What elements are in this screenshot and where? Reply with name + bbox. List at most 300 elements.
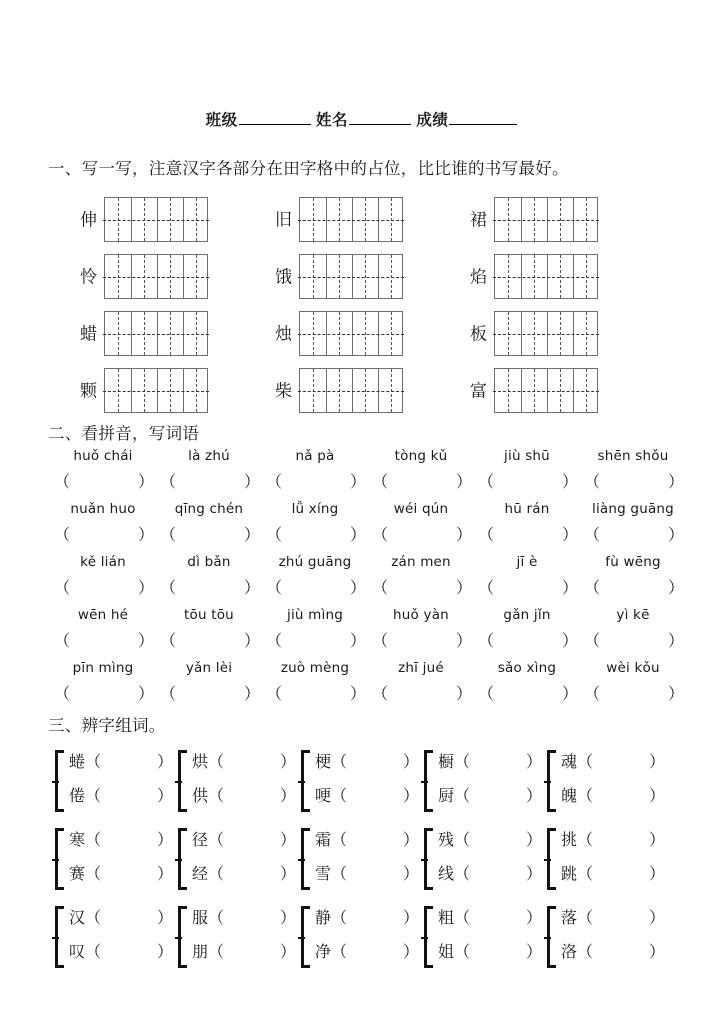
paren-open: （ <box>208 866 225 883</box>
character-glyph: 净 <box>315 944 332 961</box>
paren-open: （ <box>577 832 594 849</box>
paren-open: （ <box>454 910 471 927</box>
paren-open: （ <box>85 788 102 805</box>
paren-close: ） <box>561 633 578 650</box>
paren-close: ） <box>156 788 173 805</box>
paren-close: ） <box>648 910 665 927</box>
pair-bracket <box>55 906 64 968</box>
character-pair-group <box>301 748 427 816</box>
paren-open: （ <box>478 474 495 491</box>
answer-blank[interactable] <box>262 628 368 651</box>
answer-blank[interactable] <box>262 469 368 492</box>
answer-blank[interactable] <box>50 628 156 651</box>
paren-open: （ <box>372 633 389 650</box>
paren-close: ） <box>667 633 684 650</box>
paren-close: ） <box>279 832 296 849</box>
pair-bracket <box>178 828 187 890</box>
character-pair-group <box>178 826 304 894</box>
paren-close: ） <box>455 686 472 703</box>
paren-close: ） <box>402 866 419 883</box>
character-glyph: 雪 <box>315 866 332 883</box>
paren-close: ） <box>156 866 173 883</box>
paren-open: （ <box>478 633 495 650</box>
character-entry <box>438 904 550 934</box>
pinyin-text: tōu tōu <box>184 607 234 623</box>
character-entry <box>192 938 304 968</box>
paren-close: ） <box>525 754 542 771</box>
paren-close: ） <box>561 686 578 703</box>
paren-close: ） <box>667 474 684 491</box>
answer-blank[interactable] <box>50 575 156 598</box>
paren-close: ） <box>561 474 578 491</box>
character-entry <box>69 938 181 968</box>
paren-open: （ <box>577 788 594 805</box>
character-glyph: 倦 <box>69 788 86 805</box>
paren-open: （ <box>266 474 283 491</box>
answer-blank[interactable] <box>580 522 686 545</box>
paren-open: （ <box>208 754 225 771</box>
character-entry <box>192 860 304 890</box>
paren-open: （ <box>584 474 601 491</box>
pinyin-row <box>50 448 690 468</box>
tianzige-grid[interactable] <box>494 197 598 242</box>
paren-close: ） <box>648 754 665 771</box>
character-entry <box>561 904 673 934</box>
paren-close: ） <box>156 754 173 771</box>
pair-bracket <box>424 828 433 890</box>
answer-blank[interactable] <box>156 469 262 492</box>
pinyin-row <box>50 554 690 574</box>
pinyin-row <box>50 501 690 521</box>
pinyin-text: nǎ pà <box>295 448 335 464</box>
grid-horizontal-guide <box>493 334 599 335</box>
answer-blank[interactable] <box>50 469 156 492</box>
writing-grid-character: 颗 <box>80 381 97 401</box>
bracket-tick <box>421 937 428 939</box>
score-blank[interactable] <box>449 110 517 125</box>
paren-close: ） <box>349 633 366 650</box>
character-glyph: 汉 <box>69 910 86 927</box>
paren-close: ） <box>137 580 154 597</box>
character-pair-group <box>178 904 304 972</box>
answer-blank[interactable] <box>262 575 368 598</box>
writing-grid-character: 裙 <box>470 210 487 230</box>
paren-open: （ <box>454 788 471 805</box>
grid-horizontal-guide <box>298 220 404 221</box>
paren-close: ） <box>667 686 684 703</box>
paren-open: （ <box>160 474 177 491</box>
pinyin-text: yǎn lèi <box>185 660 233 676</box>
pinyin-text: jiù mìng <box>287 607 343 623</box>
paren-open: （ <box>54 527 71 544</box>
pinyin-text: shēn shǒu <box>597 448 669 464</box>
character-pair-group <box>301 826 427 894</box>
paren-close: ） <box>243 580 260 597</box>
tianzige-grid[interactable] <box>494 311 598 356</box>
answer-blank[interactable] <box>156 575 262 598</box>
character-entry <box>438 938 550 968</box>
pinyin-text: wéi qún <box>393 501 449 517</box>
answer-blank[interactable] <box>580 575 686 598</box>
name-blank[interactable] <box>349 110 411 125</box>
character-glyph: 魂 <box>561 754 578 771</box>
paren-open: （ <box>478 686 495 703</box>
grid-horizontal-guide <box>298 391 404 392</box>
pinyin-text: qīng chén <box>174 501 244 517</box>
character-entry <box>438 782 550 812</box>
paren-close: ） <box>455 474 472 491</box>
pair-bracket <box>301 828 310 890</box>
paren-open: （ <box>577 944 594 961</box>
tianzige-grid[interactable] <box>494 254 598 299</box>
character-entry <box>315 860 427 890</box>
writing-grid-character: 旧 <box>275 210 292 230</box>
pinyin-row <box>50 607 690 627</box>
pinyin-text: tòng kǔ <box>394 448 448 464</box>
answer-blank[interactable] <box>474 575 580 598</box>
grid-horizontal-guide <box>493 391 599 392</box>
character-entry <box>192 904 304 934</box>
paren-close: ） <box>349 580 366 597</box>
character-pair-group <box>55 748 181 816</box>
pair-bracket <box>178 750 187 812</box>
pinyin-text: wèi kǒu <box>606 660 660 676</box>
paren-open: （ <box>266 633 283 650</box>
character-entry <box>315 748 427 778</box>
paren-close: ） <box>455 633 472 650</box>
section-2-heading: 二、看拼音，写词语 <box>48 424 200 443</box>
pinyin-text: pīn mìng <box>72 660 134 676</box>
answer-blank[interactable] <box>262 681 368 704</box>
paren-close: ） <box>455 527 472 544</box>
answer-blank[interactable] <box>474 522 580 545</box>
answer-blank[interactable] <box>474 681 580 704</box>
character-entry <box>561 826 673 856</box>
grid-horizontal-guide <box>103 391 209 392</box>
paren-close: ） <box>137 686 154 703</box>
answer-blank[interactable] <box>580 628 686 651</box>
pair-bracket <box>547 906 556 968</box>
paren-open: （ <box>85 866 102 883</box>
pinyin-text: jiù shū <box>504 448 550 464</box>
pair-bracket <box>547 750 556 812</box>
paren-open: （ <box>54 580 71 597</box>
paren-open: （ <box>54 474 71 491</box>
character-glyph: 粗 <box>438 910 455 927</box>
tianzige-grid[interactable] <box>299 254 403 299</box>
bracket-tick <box>298 781 305 783</box>
grid-horizontal-guide <box>493 277 599 278</box>
character-pair-group <box>547 904 673 972</box>
paren-close: ） <box>667 580 684 597</box>
writing-grid-character: 富 <box>470 381 487 401</box>
character-glyph: 跳 <box>561 866 578 883</box>
bracket-tick <box>298 859 305 861</box>
character-entry <box>438 748 550 778</box>
writing-grid-character: 烛 <box>275 324 292 344</box>
bracket-tick <box>544 859 551 861</box>
paren-open: （ <box>478 580 495 597</box>
writing-grid-character: 怜 <box>80 267 97 287</box>
character-pair-group <box>301 904 427 972</box>
character-glyph: 厨 <box>438 788 455 805</box>
paren-close: ） <box>648 788 665 805</box>
answer-blank[interactable] <box>368 522 474 545</box>
paren-open: （ <box>372 474 389 491</box>
paren-open: （ <box>160 527 177 544</box>
paren-open: （ <box>160 686 177 703</box>
character-glyph: 叹 <box>69 944 86 961</box>
pair-bracket <box>424 750 433 812</box>
writing-grid-character: 焰 <box>470 267 487 287</box>
answer-blank[interactable] <box>368 469 474 492</box>
paren-open: （ <box>160 633 177 650</box>
paren-close: ） <box>243 686 260 703</box>
answer-blank[interactable] <box>156 522 262 545</box>
character-glyph: 魄 <box>561 788 578 805</box>
character-entry <box>315 782 427 812</box>
paren-open: （ <box>331 866 348 883</box>
answer-blank[interactable] <box>474 628 580 651</box>
pinyin-row <box>50 660 690 680</box>
paren-close: ） <box>402 944 419 961</box>
character-pair-group <box>55 826 181 894</box>
character-glyph: 落 <box>561 910 578 927</box>
pinyin-text: nuǎn huo <box>70 501 136 517</box>
answer-blank[interactable] <box>262 522 368 545</box>
paren-close: ） <box>279 754 296 771</box>
paren-close: ） <box>137 527 154 544</box>
pinyin-text: huǒ chái <box>73 448 133 464</box>
paren-open: （ <box>331 754 348 771</box>
pinyin-text: fù wēng <box>605 554 661 570</box>
character-glyph: 霜 <box>315 832 332 849</box>
grid-horizontal-guide <box>103 277 209 278</box>
paren-close: ） <box>525 788 542 805</box>
bracket-tick <box>175 781 182 783</box>
paren-close: ） <box>561 580 578 597</box>
character-glyph: 挑 <box>561 832 578 849</box>
character-entry <box>192 748 304 778</box>
bracket-tick <box>175 937 182 939</box>
paren-close: ） <box>243 474 260 491</box>
tianzige-grid[interactable] <box>299 197 403 242</box>
paren-close: ） <box>349 686 366 703</box>
paren-close: ） <box>156 944 173 961</box>
character-glyph: 烘 <box>192 754 209 771</box>
answer-blank[interactable] <box>580 681 686 704</box>
character-pair-group <box>55 904 181 972</box>
paren-close: ） <box>156 832 173 849</box>
answer-blank[interactable] <box>580 469 686 492</box>
paren-close: ） <box>402 910 419 927</box>
paren-close: ） <box>525 866 542 883</box>
paren-open: （ <box>85 910 102 927</box>
section-1-heading: 一、写一写，注意汉字各部分在田字格中的占位，比比谁的书写最好。 <box>48 159 569 178</box>
paren-close: ） <box>137 474 154 491</box>
character-entry <box>438 860 550 890</box>
answer-blank[interactable] <box>50 681 156 704</box>
paren-open: （ <box>584 633 601 650</box>
paren-open: （ <box>454 866 471 883</box>
answer-blank[interactable] <box>368 575 474 598</box>
answer-blank[interactable] <box>50 522 156 545</box>
grid-horizontal-guide <box>103 334 209 335</box>
character-glyph: 径 <box>192 832 209 849</box>
paren-open: （ <box>577 754 594 771</box>
paren-close: ） <box>525 832 542 849</box>
paren-close: ） <box>279 944 296 961</box>
tianzige-grid[interactable] <box>104 197 208 242</box>
score-label: 成绩 <box>416 112 449 129</box>
character-glyph: 服 <box>192 910 209 927</box>
pinyin-text: wēn hé <box>77 607 129 623</box>
character-glyph: 橱 <box>438 754 455 771</box>
character-pair-group <box>547 826 673 894</box>
paren-open: （ <box>266 527 283 544</box>
paren-open: （ <box>331 910 348 927</box>
paren-open: （ <box>266 580 283 597</box>
character-glyph: 姐 <box>438 944 455 961</box>
bracket-tick <box>421 781 428 783</box>
character-pair-group <box>424 826 550 894</box>
paren-open: （ <box>208 910 225 927</box>
paren-close: ） <box>525 944 542 961</box>
answer-blank[interactable] <box>156 628 262 651</box>
character-entry <box>192 826 304 856</box>
character-glyph: 供 <box>192 788 209 805</box>
paren-open: （ <box>454 832 471 849</box>
tianzige-grid[interactable] <box>299 311 403 356</box>
pinyin-answer-row <box>50 469 690 489</box>
character-glyph: 梗 <box>315 754 332 771</box>
paren-close: ） <box>243 633 260 650</box>
paren-close: ） <box>156 910 173 927</box>
character-glyph: 线 <box>438 866 455 883</box>
tianzige-grid[interactable] <box>299 368 403 413</box>
character-entry <box>438 826 550 856</box>
pinyin-text: zán men <box>391 554 451 570</box>
bracket-tick <box>544 937 551 939</box>
paren-close: ） <box>402 788 419 805</box>
grid-horizontal-guide <box>298 334 404 335</box>
character-glyph: 静 <box>315 910 332 927</box>
pair-bracket <box>301 906 310 968</box>
paren-close: ） <box>455 580 472 597</box>
paren-close: ） <box>648 832 665 849</box>
character-pair-group <box>547 748 673 816</box>
pinyin-text: zuò mèng <box>280 660 350 676</box>
paren-open: （ <box>85 832 102 849</box>
character-entry <box>561 860 673 890</box>
character-pair-group <box>424 904 550 972</box>
paren-open: （ <box>160 580 177 597</box>
pinyin-text: là zhú <box>188 448 230 464</box>
section-3-heading: 三、辨字组词。 <box>48 716 166 735</box>
character-glyph: 蜷 <box>69 754 86 771</box>
paren-close: ） <box>349 527 366 544</box>
character-entry <box>561 938 673 968</box>
pair-bracket <box>55 750 64 812</box>
answer-blank[interactable] <box>156 681 262 704</box>
pinyin-text: zhú guāng <box>278 554 352 570</box>
tianzige-grid[interactable] <box>104 311 208 356</box>
paren-open: （ <box>85 754 102 771</box>
grid-horizontal-guide <box>103 220 209 221</box>
paren-open: （ <box>478 527 495 544</box>
writing-grid-character: 伸 <box>80 210 97 230</box>
pinyin-text: liàng guāng <box>592 501 674 517</box>
paren-open: （ <box>208 832 225 849</box>
character-entry <box>192 782 304 812</box>
character-entry <box>69 826 181 856</box>
character-pair-group <box>178 748 304 816</box>
paren-close: ） <box>402 754 419 771</box>
paren-open: （ <box>331 944 348 961</box>
paren-open: （ <box>584 580 601 597</box>
character-entry <box>69 748 181 778</box>
bracket-tick <box>52 781 59 783</box>
paren-open: （ <box>454 754 471 771</box>
paren-close: ） <box>561 527 578 544</box>
character-entry <box>315 826 427 856</box>
pinyin-text: sǎo xìng <box>497 660 557 676</box>
name-label: 姓名 <box>315 112 348 129</box>
paren-close: ） <box>137 633 154 650</box>
pair-bracket <box>178 906 187 968</box>
paren-open: （ <box>266 686 283 703</box>
character-glyph: 哽 <box>315 788 332 805</box>
character-entry <box>69 904 181 934</box>
pinyin-text: zhī jué <box>398 660 444 676</box>
pinyin-text: lǚ xíng <box>291 501 339 517</box>
bracket-tick <box>175 859 182 861</box>
character-entry <box>69 860 181 890</box>
character-pair-group <box>424 748 550 816</box>
paren-open: （ <box>584 527 601 544</box>
grid-horizontal-guide <box>298 277 404 278</box>
writing-grid-character: 蜡 <box>80 324 97 344</box>
pinyin-answer-row <box>50 522 690 542</box>
character-glyph: 经 <box>192 866 209 883</box>
tianzige-grid[interactable] <box>104 368 208 413</box>
bracket-tick <box>421 859 428 861</box>
writing-grid-character: 饿 <box>275 267 292 287</box>
pair-bracket <box>424 906 433 968</box>
character-glyph: 朋 <box>192 944 209 961</box>
paren-open: （ <box>54 633 71 650</box>
pinyin-text: hū rán <box>504 501 550 517</box>
pinyin-answer-row <box>50 628 690 648</box>
answer-blank[interactable] <box>474 469 580 492</box>
paren-close: ） <box>648 866 665 883</box>
character-entry <box>315 904 427 934</box>
pinyin-text: dì bǎn <box>187 554 231 570</box>
character-glyph: 赛 <box>69 866 86 883</box>
paren-open: （ <box>54 686 71 703</box>
pair-bracket <box>301 750 310 812</box>
writing-grid-character: 板 <box>470 324 487 344</box>
paren-close: ） <box>525 910 542 927</box>
character-entry <box>69 782 181 812</box>
pinyin-text: jī è <box>516 554 538 570</box>
answer-blank[interactable] <box>368 681 474 704</box>
class-blank[interactable] <box>239 110 311 125</box>
tianzige-grid[interactable] <box>494 368 598 413</box>
tianzige-grid[interactable] <box>104 254 208 299</box>
paren-open: （ <box>85 944 102 961</box>
answer-blank[interactable] <box>368 628 474 651</box>
